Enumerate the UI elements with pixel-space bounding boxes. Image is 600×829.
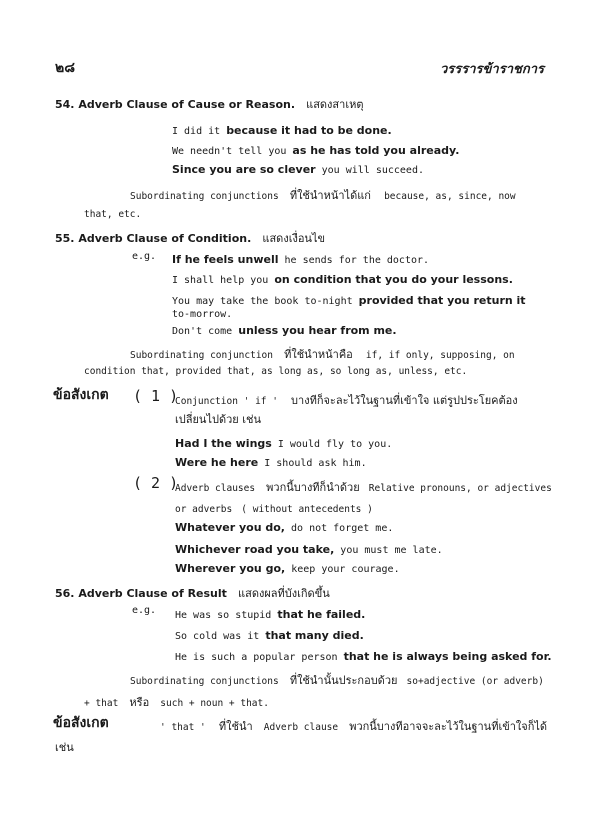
note-1-item-1-example-1: Had I the wings I would fly to you. [175,437,393,450]
running-title: วรรรารข้าราชการ [440,62,544,77]
note-1-label: ข้อสังเกต [53,387,109,403]
note-1-item-1-text: Conjunction ' if ' บางทีก็จะละไว้ในฐานที่เข้าใจ แต่รูปประโยคต้อง [175,394,518,407]
s54-subordinating-line-1: Subordinating conjunctions ที่ใช้นำหน้าได้แก่ because, as, since, now [130,189,516,202]
section-55-heading: 55. Adverb Clause of Condition. แสดงเงื่อนไข [55,232,326,245]
s55-eg-label: e.g. [132,251,157,262]
s56-example-1: He was so stupid that he failed. [175,608,366,621]
s55-example-2: I shall help you on condition that you do your lessons. [172,273,513,286]
s54-example-2: We needn't tell you as he has told you already. [172,144,460,157]
s55-example-3: You may take the book to-night provided that you return it [172,294,526,307]
s55-example-4: Don't come unless you hear from me. [172,324,397,337]
section-54-heading: 54. Adverb Clause of Cause or Reason. แสดงสาเหตุ [55,98,364,111]
s56-subordinating-line-2: + that หรือ such + noun + that. [84,696,269,709]
note-1-item-1-text-cont: เปลี่ยนไปด้วย เช่น [175,413,261,426]
note-1-item-2-example-1: Whatever you do, do not forget me. [175,521,394,534]
note-2-label: ข้อสังเกต [53,715,109,731]
s55-subordinating-line-1: Subordinating conjunction ที่ใช้นำหน้าคือ if, if only, supposing, on [130,348,515,361]
note-1-item-2-text-cont: or adverbs ( without antecedents ) [175,504,373,515]
s56-subordinating-line-1: Subordinating conjunctions ที่ใช้นำนั้นประกอบด้วย so+adjective (or adverb) [130,674,544,687]
section-56-heading: 56. Adverb Clause of Result แสดงผลที่บังเกิดขึ้น [55,587,330,600]
note-2-text: ' that ' ที่ใช้นำ Adverb clause พวกนี้บางทีอาจจะละไว้ในฐานที่เข้าใจก็ได้ [160,720,548,733]
s56-example-3: He is such a popular person that he is always being asked for. [175,650,552,663]
s54-subordinating-line-2: that, etc. [84,209,142,220]
s54-example-1: I did it because it had to be done. [172,124,392,137]
note-1-item-2-text: Adverb clauses พวกนี้บางทีก็นำด้วย Relative pronouns, or adjectives [175,481,552,494]
note-1-item-1-example-2: Were he here I should ask him. [175,456,367,469]
s56-example-2: So cold was it that many died. [175,629,364,642]
note-1-item-1-number: ( 1 ) [133,387,179,405]
note-1-item-2-example-2: Whichever road you take, you must me late. [175,543,443,556]
s54-example-3: Since you are so clever you will succeed. [172,163,424,176]
s56-eg-label: e.g. [132,605,157,616]
note-1-item-2-example-3: Wherever you go, keep your courage. [175,562,400,575]
note-1-item-2-number: ( 2 ) [133,474,179,492]
note-2-text-cont: เช่น [55,741,74,754]
s55-subordinating-line-2: condition that, provided that, as long as, so long as, unless, etc. [84,366,468,377]
s55-example-1: If he feels unwell he sends for the doctor. [172,253,430,266]
page-number: ๒๘ [55,60,76,76]
s55-example-3-cont: to-morrow. [172,309,233,320]
